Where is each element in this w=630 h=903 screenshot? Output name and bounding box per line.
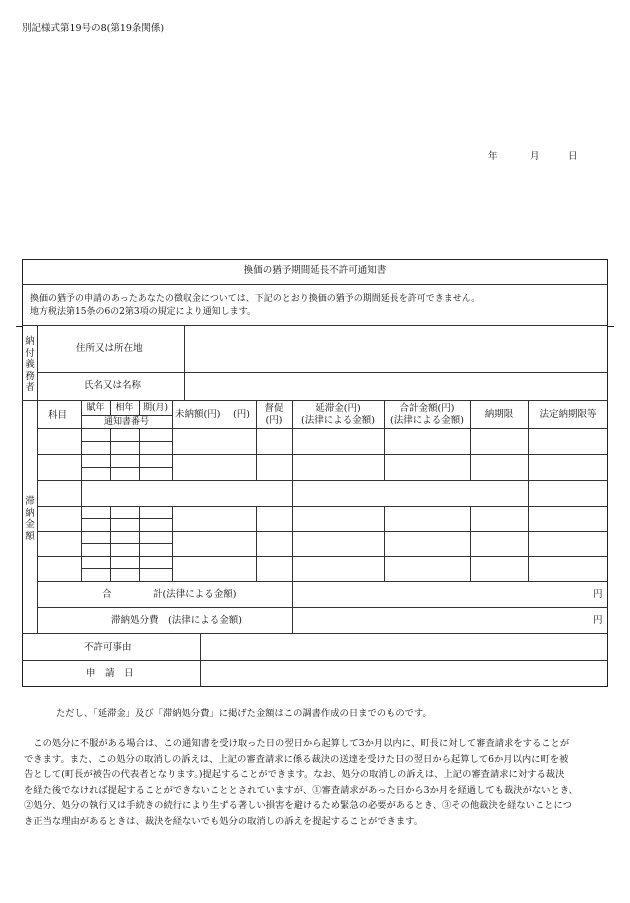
col-unpaid-unit: (円): [233, 409, 250, 420]
col-due-date: 納期限: [484, 409, 514, 420]
col-period: 期(月): [142, 403, 169, 413]
sum-label-b: 計(法律による金額): [153, 589, 237, 600]
appeal-line: できます。また、この処分の取消しの訴えは、上記の審査請求に係る裁決の送達を受けた日の翌日から起算して6か月以内に町を被: [24, 753, 569, 765]
appeal-line: この処分に不服がある場合は、この通知書を受け取った日の翌日から起算して3か月以内に、町長に対して審査請求をすることが: [24, 738, 570, 749]
col-legal-due-date: 法定納期限等: [539, 409, 597, 420]
disposition-fee-unit: 円: [593, 615, 603, 626]
name-label: 氏名又は名称: [84, 380, 142, 391]
col-late-charge: 延滞金(円): [315, 403, 361, 414]
date-day-label: 日: [568, 151, 578, 162]
col-unpaid: 未納額(円): [175, 409, 221, 420]
date-year-label: 年: [488, 151, 498, 162]
form-reference: 別記様式第19号の8(第19条関係): [22, 23, 165, 34]
appeal-line: 告として(町長が被告の代表者となります。)提起することができます。なお、処分の取消しの訴えは、上記の審査請求に対する裁決: [24, 769, 565, 780]
col-total: 合計金額(円): [399, 403, 455, 414]
margin-tick-right: [608, 326, 614, 327]
sum-unit: 円: [593, 589, 603, 600]
appeal-paragraph: [24, 736, 614, 829]
note-text: ただし、「延滞金」及び「滞納処分費」に掲げた金額はこの調書作成の日までのものです。: [56, 708, 432, 719]
form-title: 換価の猶予期間延長不許可通知書: [243, 265, 387, 276]
delinquent-amount-label: 滞納金額: [25, 496, 35, 542]
intro-text-1: 換価の猶予の申請のあったあなたの徴収金については、下記のとおり換価の猶予の期間延長を許可できません。: [30, 294, 481, 304]
col-reminder-unit: (円): [265, 415, 283, 426]
col-notice-number: 通知書番号: [103, 417, 149, 427]
col-tax-year: 賦年: [86, 403, 105, 413]
margin-tick-left: [16, 326, 22, 327]
application-date-label: 申 請 日: [86, 668, 134, 679]
appeal-line: ②処分、処分の執行又は手続きの続行により生ずる著しい損害を避けるため緊急の必要があるとき、③その他裁決を経ないことにつ: [24, 800, 572, 811]
sum-label-a: 合: [102, 589, 112, 600]
disposition-fee-label: 滞納処分費 (法律による金額): [111, 615, 242, 626]
col-fiscal-year: 相年: [115, 403, 134, 413]
intro-text-2: 地方税法第15条の6の2第3項の規定により通知します。: [30, 307, 256, 317]
appeal-line: を経た後でなければ提起することができないこととされていますが、①審査請求があった日から3か月を経過しても裁決がないとき、: [24, 784, 578, 796]
col-reminder: 督促: [264, 403, 284, 414]
col-total-note: (法律による金額): [390, 415, 464, 426]
reason-label: 不許可事由: [84, 642, 132, 653]
col-subject: 科目: [48, 410, 68, 421]
taxpayer-label: 納付義務者: [25, 336, 35, 393]
address-label: 住所又は所在地: [76, 343, 143, 354]
date-month-label: 月: [530, 151, 540, 162]
appeal-line: き正当な理由があるときは、裁決を経ないでも処分の取消しの訴えを提起することができます。: [24, 815, 424, 827]
col-late-charge-note: (法律による金額): [301, 415, 375, 426]
